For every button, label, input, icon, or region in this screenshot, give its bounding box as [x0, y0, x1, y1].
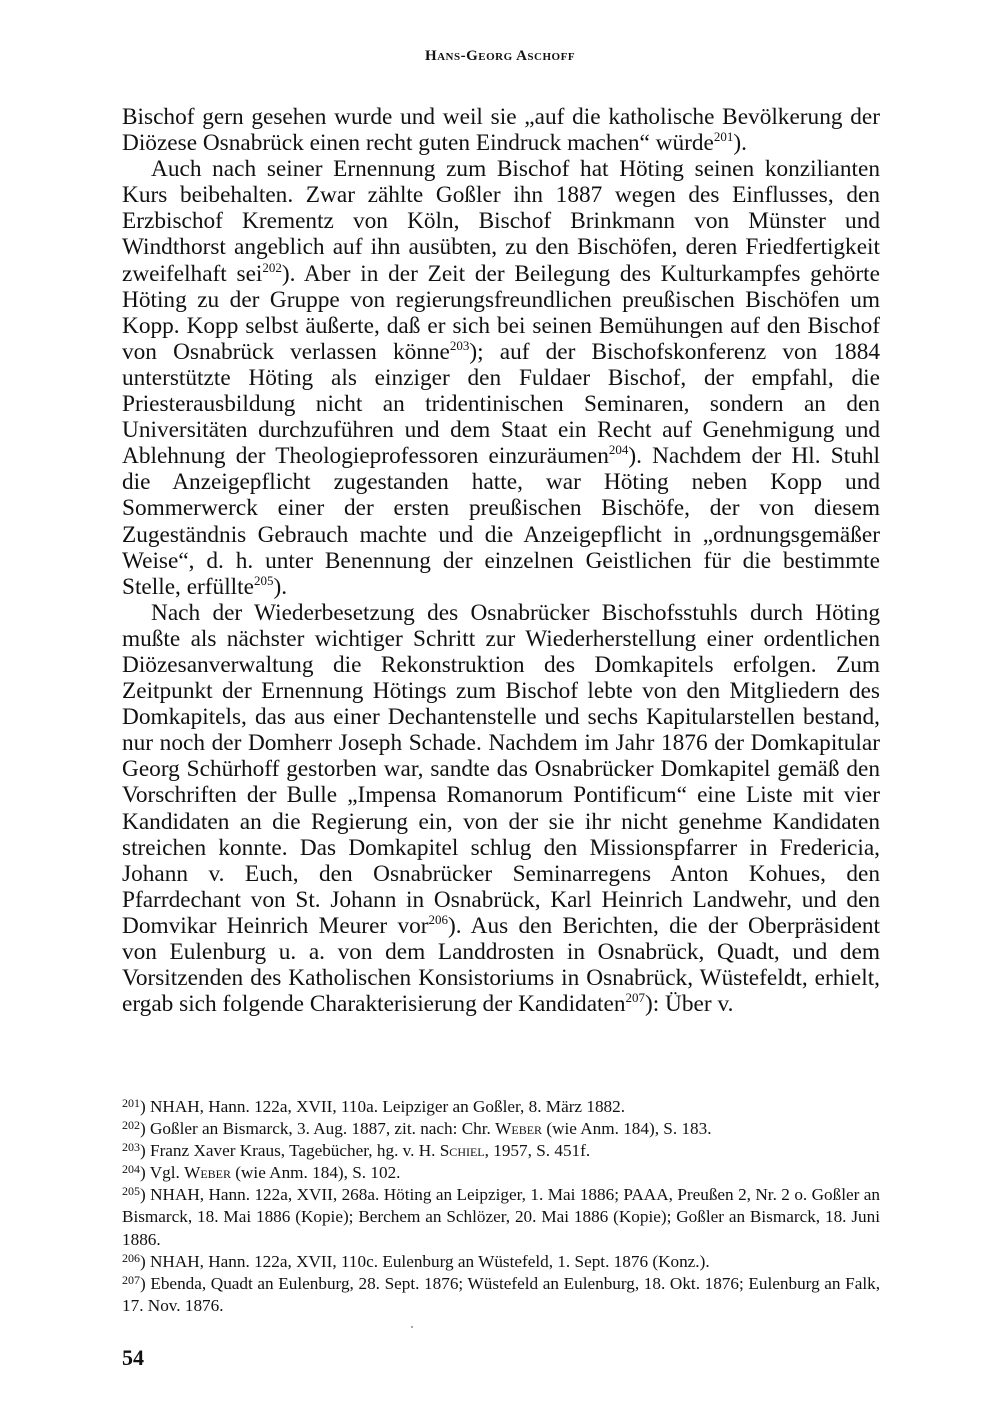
author-name: Weber — [495, 1119, 543, 1139]
paragraph — [122, 600, 880, 1018]
paragraph — [122, 104, 880, 156]
footnote-number: 207 — [122, 1272, 140, 1287]
footnote-text: ) Goßler an Bismarck, 3. Aug. 1887, zit. nach: Chr. — [140, 1119, 496, 1139]
author-name: Schiel — [439, 1141, 485, 1161]
footnote-ref[interactable]: 202 — [262, 259, 282, 275]
running-head: Hans-Georg Aschoff — [424, 48, 576, 64]
body-text — [122, 104, 880, 1017]
text-run: Nach der Wiederbesetzung des Osnabrücker Bischofsstuhls durch Höting mußte als nächster wichtiger Schritt zur Wiederherstellung einer ordentlichen Diözesanverwaltung die Rekonstruktion des Domkapitels erfolgen. Zum Zeitpunkt der Ernennung Hötings zum Bischof lebte von den Mitgliedern des Domkapitels, das aus einer Dechantenstelle und sechs Kapitularstellen bestand, nur noch der Domherr Joseph Schade. Nachdem im Jahr 1876 der Domkapitular Georg Schürhoff gestorben war, sandte das Osnabrücker Domkapitel gemäß den Vorschriften der Bulle „Impensa Romanorum Pontificum“ eine Liste mit vier Kandidaten an die Regierung ein, von der sie ihr nicht genehme Kandidaten streichen konnte. Das Domkapitel schlug den Missionspfarrer in Fredericia, Johann v. Euch, den Osnabrücker Seminarregens Anton Kohues, den Pfarrdechant von St. Johann in Osnabrück, Karl Heinrich Landwehr, und den Domvikar Heinrich Meurer vor — [122, 599, 880, 939]
footnote — [122, 1162, 880, 1184]
footnote-text: (wie Anm. 184), S. 102. — [230, 1163, 401, 1183]
text-run: ): Über v. — [645, 991, 734, 1018]
footnote-number: 206 — [122, 1250, 140, 1265]
footnote-text: , 1957, S. 451f. — [484, 1141, 591, 1161]
footnote-number: 205 — [122, 1184, 140, 1199]
page-number: 54 — [122, 1345, 144, 1370]
text-run: ). Nachdem der Hl. Stuhl die Anzeigepflicht zugestanden hatte, war Höting neben Kopp und Sommerwerck einer der ersten preußischen Bischöfe, der von diesem Zugeständnis Gebrauch machte und die Anzeigepflicht in „ordnungsgemäßer Weise“, d. h. unter Benennung der einzelnen Geistlichen für die bestimmte Stelle, erfüllte — [122, 443, 880, 600]
text-run: Auch nach seiner Ernennung zum Bischof hat Höting seinen konzilianten Kurs beibehalten. Zwar zählte Goßler ihn 1887 wegen des Einflusses, den Erzbischof Krementz von Köln, Bischof Brinkmann von Münster und Windthorst angeblich auf ihn ausübten, zu den Bischöfen, deren Friedfertigkeit zweifelhaft sei — [122, 156, 880, 287]
footnote-ref[interactable]: 205 — [253, 572, 274, 588]
footnote — [122, 1184, 880, 1250]
footnote-ref[interactable]: 203 — [449, 337, 470, 353]
footnote — [122, 1251, 880, 1273]
text-run: ). Aus den Berichten, die der Oberpräsident von Eulenburg u. a. von dem Landdrosten in Osnabrück, Quadt, und dem Vorsitzenden des Katholischen Konsistoriums in Osnabrück, Wüstefeldt, erhielt, ergab sich folgende Charakterisierung der Kandidaten — [122, 912, 880, 1018]
footnote — [122, 1140, 880, 1162]
text-run: ). — [273, 573, 288, 600]
footnote-text: ) NHAH, Hann. 122a, XVII, 268a. Höting an Leipziger, 1. Mai 1886; PAAA, Preußen 2, Nr. 2 o. Goßler an Bismarck, 18. Mai 1886 (Kopie); Berchem an Schlözer, 20. Mai 1886 (Kopie); Goßler an Bismarck, 18. Juni 1886. — [122, 1185, 880, 1249]
footnote-text: ) Vgl. — [140, 1163, 185, 1183]
author-name: Weber — [184, 1163, 231, 1183]
footnote-text: ) Ebenda, Quadt an Eulenburg, 28. Sept. 1876; Wüstefeld an Eulenburg, 18. Okt. 1876; Eulenburg an Falk, 17. Nov. 1876. — [122, 1273, 880, 1315]
footnote-number: 203 — [122, 1140, 140, 1155]
footnote — [122, 1096, 880, 1118]
footnote-ref[interactable]: 201 — [713, 129, 734, 145]
footnote-text: ) NHAH, Hann. 122a, XVII, 110c. Eulenburg an Wüstefeld, 1. Sept. 1876 (Konz.). — [140, 1251, 710, 1271]
footnote-text: ) Franz Xaver Kraus, Tagebücher, hg. v. H. — [140, 1141, 440, 1161]
footnote-ref[interactable]: 206 — [428, 911, 449, 927]
text-run: ). Aber in der Zeit der Beilegung des Kulturkampfes gehörte Höting zu der Gruppe von regierungsfreundlichen preußischen Bischöfen um Kopp. Kopp selbst äußerte, daß er sich bei seinen Bemühungen auf den Bischof von Osnabrück verlassen könne — [122, 260, 880, 365]
footnote-number: 202 — [122, 1118, 140, 1133]
text-run: ); auf der Bischofskonferenz von 1884 unterstützte Höting als einziger den Fuldaer Bischof, der empfahl, die Priesterausbildung nicht an tridentinischen Seminaren, sondern an den Universitäten durchzuführen und dem Staat ein Recht auf Genehmigung und Ablehnung der Theologieprofessoren einzuräumen — [122, 338, 880, 470]
paragraph — [122, 156, 880, 600]
print-speck — [411, 1326, 413, 1328]
footnote — [122, 1273, 880, 1317]
footnote-ref[interactable]: 207 — [625, 990, 645, 1006]
footnote-ref[interactable]: 204 — [608, 442, 629, 458]
footnote — [122, 1118, 880, 1140]
footnotes — [122, 1096, 880, 1317]
footnote-text: (wie Anm. 184), S. 183. — [542, 1119, 712, 1139]
footnote-number: 201 — [122, 1096, 140, 1110]
footnote-number: 204 — [122, 1162, 140, 1177]
text-run: ). — [733, 130, 747, 157]
footnote-text: ) NHAH, Hann. 122a, XVII, 110a. Leipziger an Goßler, 8. März 1882. — [140, 1097, 626, 1116]
text-run: Bischof gern gesehen wurde und weil sie „auf die katholische Bevölkerung der Diözese Osnabrück einen recht guten Eindruck machen“ würde — [122, 104, 880, 157]
